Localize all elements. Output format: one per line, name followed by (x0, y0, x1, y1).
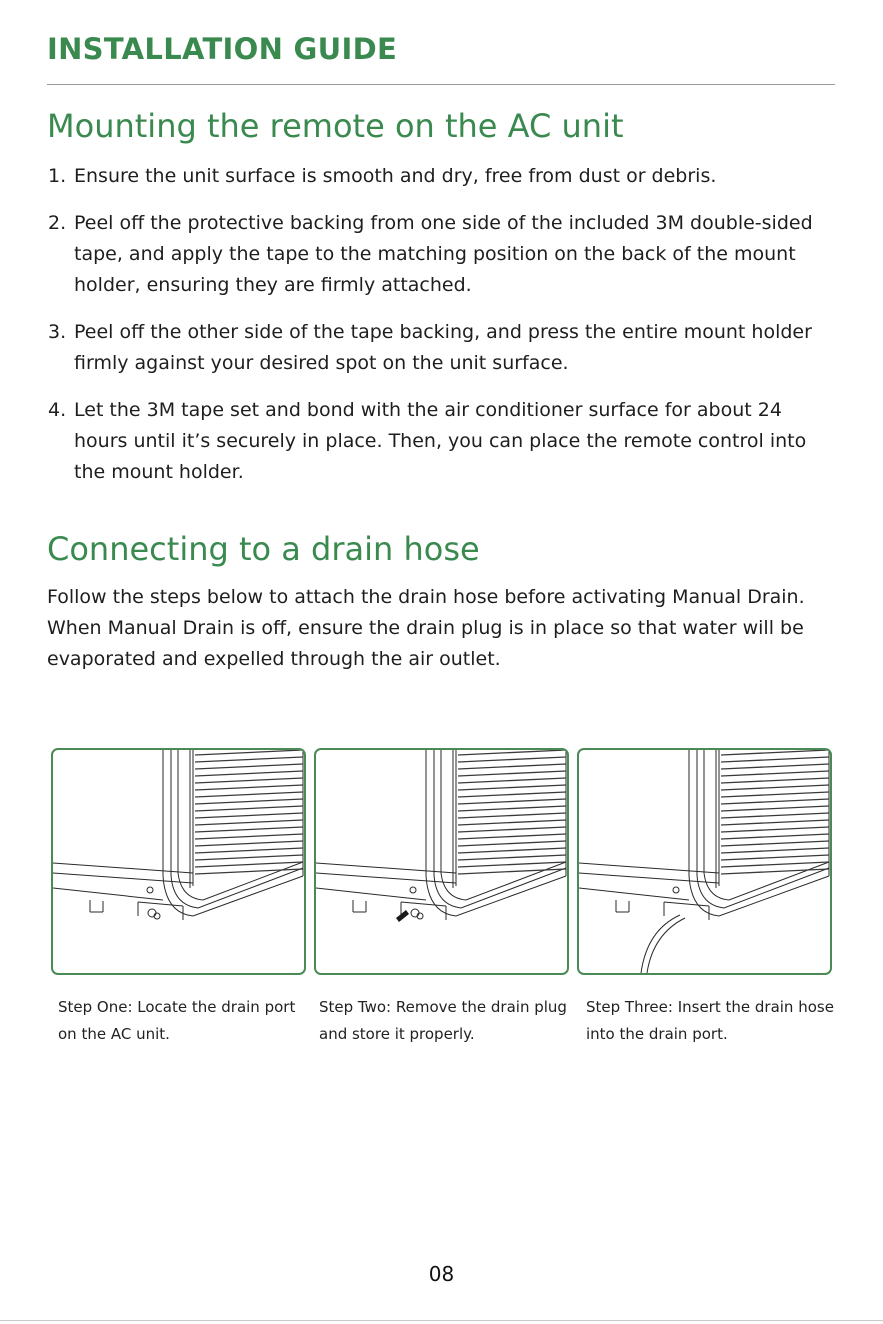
figure-caption-step-three: Step Three: Insert the drain hose into the drain port. (586, 998, 834, 1043)
drain-plug-removal-illustration (316, 750, 567, 973)
drain-hose-intro: Follow the steps below to attach the drain hose before activating Manual Drain. When Manual Drain is off, ensure the drain plug is in place so that water will be evaporated and expelled through the air outlet. (47, 586, 805, 670)
page-number: 08 (428, 1262, 455, 1286)
page-header-title: INSTALLATION GUIDE (47, 32, 398, 66)
step-number: 1. (48, 165, 67, 187)
figure-caption-step-one: Step One: Locate the drain port on the AC unit. (58, 998, 296, 1043)
step-number: 4. (48, 399, 67, 421)
list-item (47, 208, 837, 301)
page-bottom-edge (0, 1320, 883, 1321)
list-item (47, 161, 837, 192)
figure-step-one (51, 748, 306, 975)
header-divider (47, 84, 835, 85)
ac-unit-drain-port-illustration (53, 750, 304, 973)
drain-hose-insertion-illustration (579, 750, 830, 973)
mounting-steps-list (47, 161, 837, 504)
step-number: 3. (48, 321, 67, 343)
step-number: 2. (48, 212, 67, 234)
figure-step-two (314, 748, 569, 975)
list-item (47, 395, 837, 488)
step-text: Ensure the unit surface is smooth and dry, free from dust or debris. (74, 165, 717, 187)
figure-step-three (577, 748, 832, 975)
figure-caption-step-two: Step Two: Remove the drain plug and store it properly. (319, 998, 567, 1043)
section-title-mounting: Mounting the remote on the AC unit (47, 107, 624, 145)
list-item (47, 317, 837, 379)
step-text: Peel off the other side of the tape backing, and press the entire mount holder firmly against your desired spot on the unit surface. (74, 321, 812, 374)
step-text: Let the 3M tape set and bond with the air conditioner surface for about 24 hours until it’s securely in place. Then, you can place the remote control into the mount holder. (74, 399, 807, 483)
step-text: Peel off the protective backing from one side of the included 3M double-sided tape, and apply the tape to the matching position on the back of the mount holder, ensuring they are firmly attached. (74, 212, 813, 296)
section-title-drain-hose: Connecting to a drain hose (47, 530, 480, 568)
